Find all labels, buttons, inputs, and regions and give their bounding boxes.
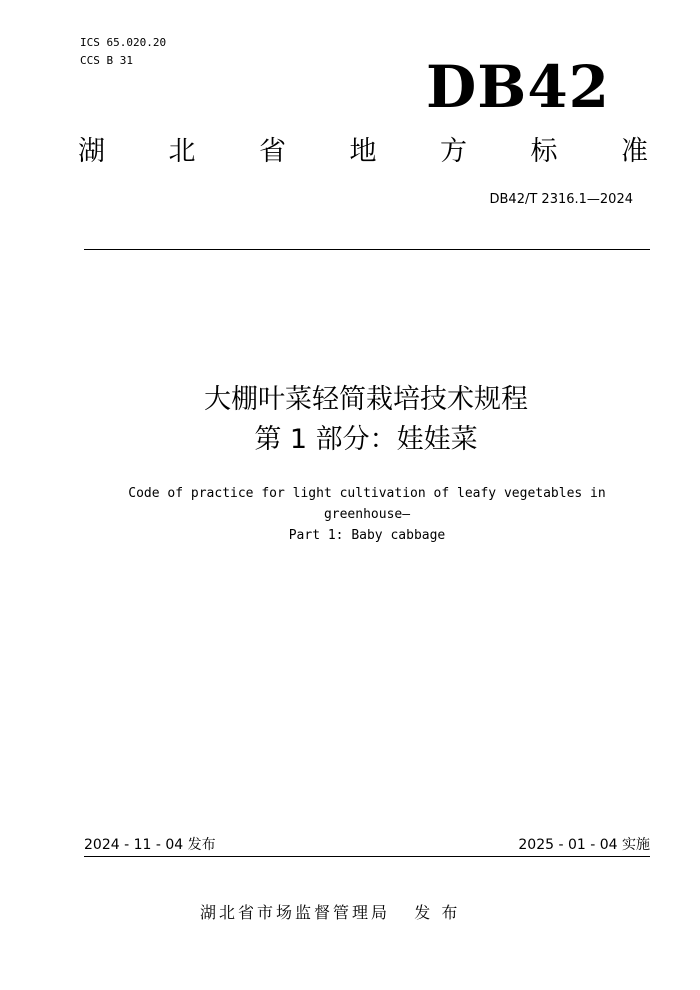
- standard-number: DB42/T 2316.1—2024: [489, 192, 633, 207]
- standard-type-char: 方: [440, 136, 467, 167]
- standard-type-char: 北: [168, 136, 196, 167]
- ccs-code: CCS B 31: [80, 54, 133, 67]
- standard-logo: DB42: [426, 53, 611, 121]
- footer-divider: [84, 856, 650, 857]
- standard-type-char: 省: [259, 136, 286, 167]
- standard-type-char: 标: [530, 136, 558, 167]
- issue-date: 2024 - 11 - 04 发布: [84, 837, 216, 853]
- ics-code: ICS 65.020.20: [80, 36, 167, 49]
- standard-type-char: 湖: [78, 136, 105, 167]
- issuing-authority: 湖北省市场监督管理局 发 布: [200, 903, 461, 922]
- document-subtitle-zh: 第 1 部分：娃娃菜: [254, 424, 478, 455]
- document-title-zh: 大棚叶菜轻简栽培技术规程: [204, 384, 528, 415]
- header-divider: [84, 249, 650, 250]
- standard-type-title: [78, 132, 648, 172]
- document-title-en: Code of practice for light cultivation of leafy vegetables in greenhouse— Part 1: Baby cabbage: [128, 486, 606, 543]
- standard-type-char: 地: [349, 136, 377, 167]
- implementation-date: 2025 - 01 - 04 实施: [518, 837, 650, 853]
- standard-type-char: 准: [621, 136, 648, 167]
